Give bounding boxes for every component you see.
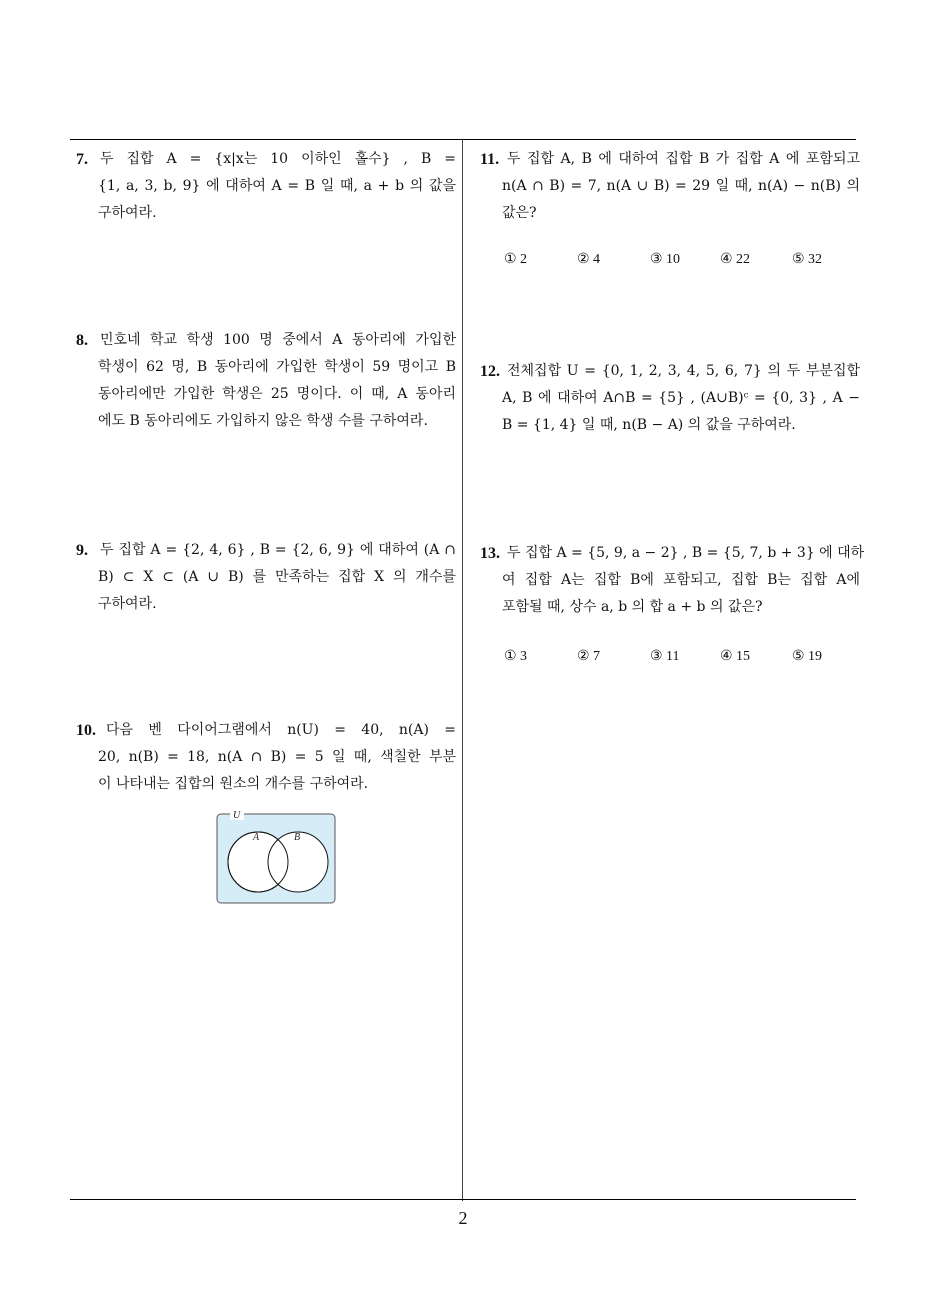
universe-label: U — [233, 810, 241, 821]
set-b-label: B — [294, 832, 301, 843]
question-9 — [76, 537, 456, 618]
question-text-line: 20, n(B) = 18, n(A ∩ B) = 5 일 때, 색칠한 부분 — [98, 749, 456, 765]
question-13 — [480, 540, 865, 621]
question-number: 8. — [76, 332, 88, 349]
choice-2[interactable]: ② 7 — [577, 649, 601, 664]
q13-choices — [504, 648, 854, 668]
question-text-line: 포함될 때, 상수 a, b 의 합 a + b 의 값은? — [502, 599, 763, 615]
question-text-line: B = {1, 4} 일 때, n(B − A) 의 값을 구하여라. — [502, 417, 796, 433]
question-number: 11. — [480, 151, 500, 168]
question-number: 10. — [76, 722, 96, 739]
bottom-rule — [70, 1199, 856, 1200]
choice-1[interactable]: ① 3 — [504, 649, 528, 664]
question-text-line: 두 집합 A = {2, 4, 6} , B = {2, 6, 9} 에 대하여 (A ∩ — [100, 542, 456, 558]
question-text-line: 전체집합 U = {0, 1, 2, 3, 4, 5, 6, 7} 의 두 부분집합 — [507, 363, 860, 379]
question-text-line: 민호네 학교 학생 100 명 중에서 A 동아리에 가입한 — [100, 332, 456, 348]
page-number: 2 — [458, 1208, 468, 1228]
question-text-line: 두 집합 A = {x|x는 10 이하인 홀수} , B = — [100, 151, 456, 167]
choice-2[interactable]: ② 4 — [577, 252, 601, 267]
question-text-line: {1, a, 3, b, 9} 에 대하여 A = B 일 때, a + b 의 값을 — [98, 178, 456, 194]
question-text-line: 구하여라. — [98, 205, 157, 221]
question-text-line: 여 집합 A는 집합 B에 포함되고, 집합 B는 집합 A에 — [502, 572, 860, 588]
question-text-line: 구하여라. — [98, 596, 157, 612]
question-number: 7. — [76, 151, 88, 168]
question-text-line: n(A ∩ B) = 7, n(A ∪ B) = 29 일 때, n(A) − n(B) 의 — [502, 178, 860, 194]
question-number: 12. — [480, 363, 500, 380]
question-text-line: A, B 에 대하여 A∩B = {5} , (A∪B)ᶜ = {0, 3} , A − — [502, 390, 860, 406]
question-text-line: 다음 벤 다이어그램에서 n(U) = 40, n(A) = — [106, 722, 456, 738]
top-rule — [70, 139, 856, 140]
question-text-line: 학생이 62 명, B 동아리에 가입한 학생이 59 명이고 B — [98, 359, 456, 375]
question-8 — [76, 327, 456, 435]
question-number: 13. — [480, 545, 500, 562]
question-text-line: 두 집합 A, B 에 대하여 집합 B 가 집합 A 에 포함되고 — [507, 151, 860, 167]
choice-4[interactable]: ④ 15 — [720, 649, 751, 664]
column-divider — [462, 139, 463, 1201]
question-text-line: 에도 B 동아리에도 가입하지 않은 학생 수를 구하여라. — [98, 413, 428, 429]
question-text-line: 값은? — [502, 205, 537, 221]
question-text-line: 두 집합 A = {5, 9, a − 2} , B = {5, 7, b + 3} 에 대하 — [507, 545, 865, 561]
question-text-line: 동아리에만 가입한 학생은 25 명이다. 이 때, A 동아리 — [98, 386, 456, 402]
venn-diagram — [216, 808, 336, 904]
question-11 — [480, 146, 860, 227]
question-text-line: B) ⊂ X ⊂ (A ∪ B) 를 만족하는 집합 X 의 개수를 — [98, 569, 456, 585]
set-a-label: A — [253, 832, 260, 843]
choice-5[interactable]: ⑤ 32 — [792, 252, 823, 267]
question-10 — [76, 717, 456, 798]
choice-1[interactable]: ① 2 — [504, 252, 528, 267]
choice-3[interactable]: ③ 10 — [650, 252, 681, 267]
question-7 — [76, 146, 456, 227]
choice-3[interactable]: ③ 11 — [650, 649, 680, 664]
question-12 — [480, 358, 860, 439]
choice-4[interactable]: ④ 22 — [720, 252, 751, 267]
q11-choices — [504, 251, 854, 271]
question-text-line: 이 나타내는 집합의 원소의 개수를 구하여라. — [98, 776, 369, 792]
question-number: 9. — [76, 542, 88, 559]
choice-5[interactable]: ⑤ 19 — [792, 649, 823, 664]
